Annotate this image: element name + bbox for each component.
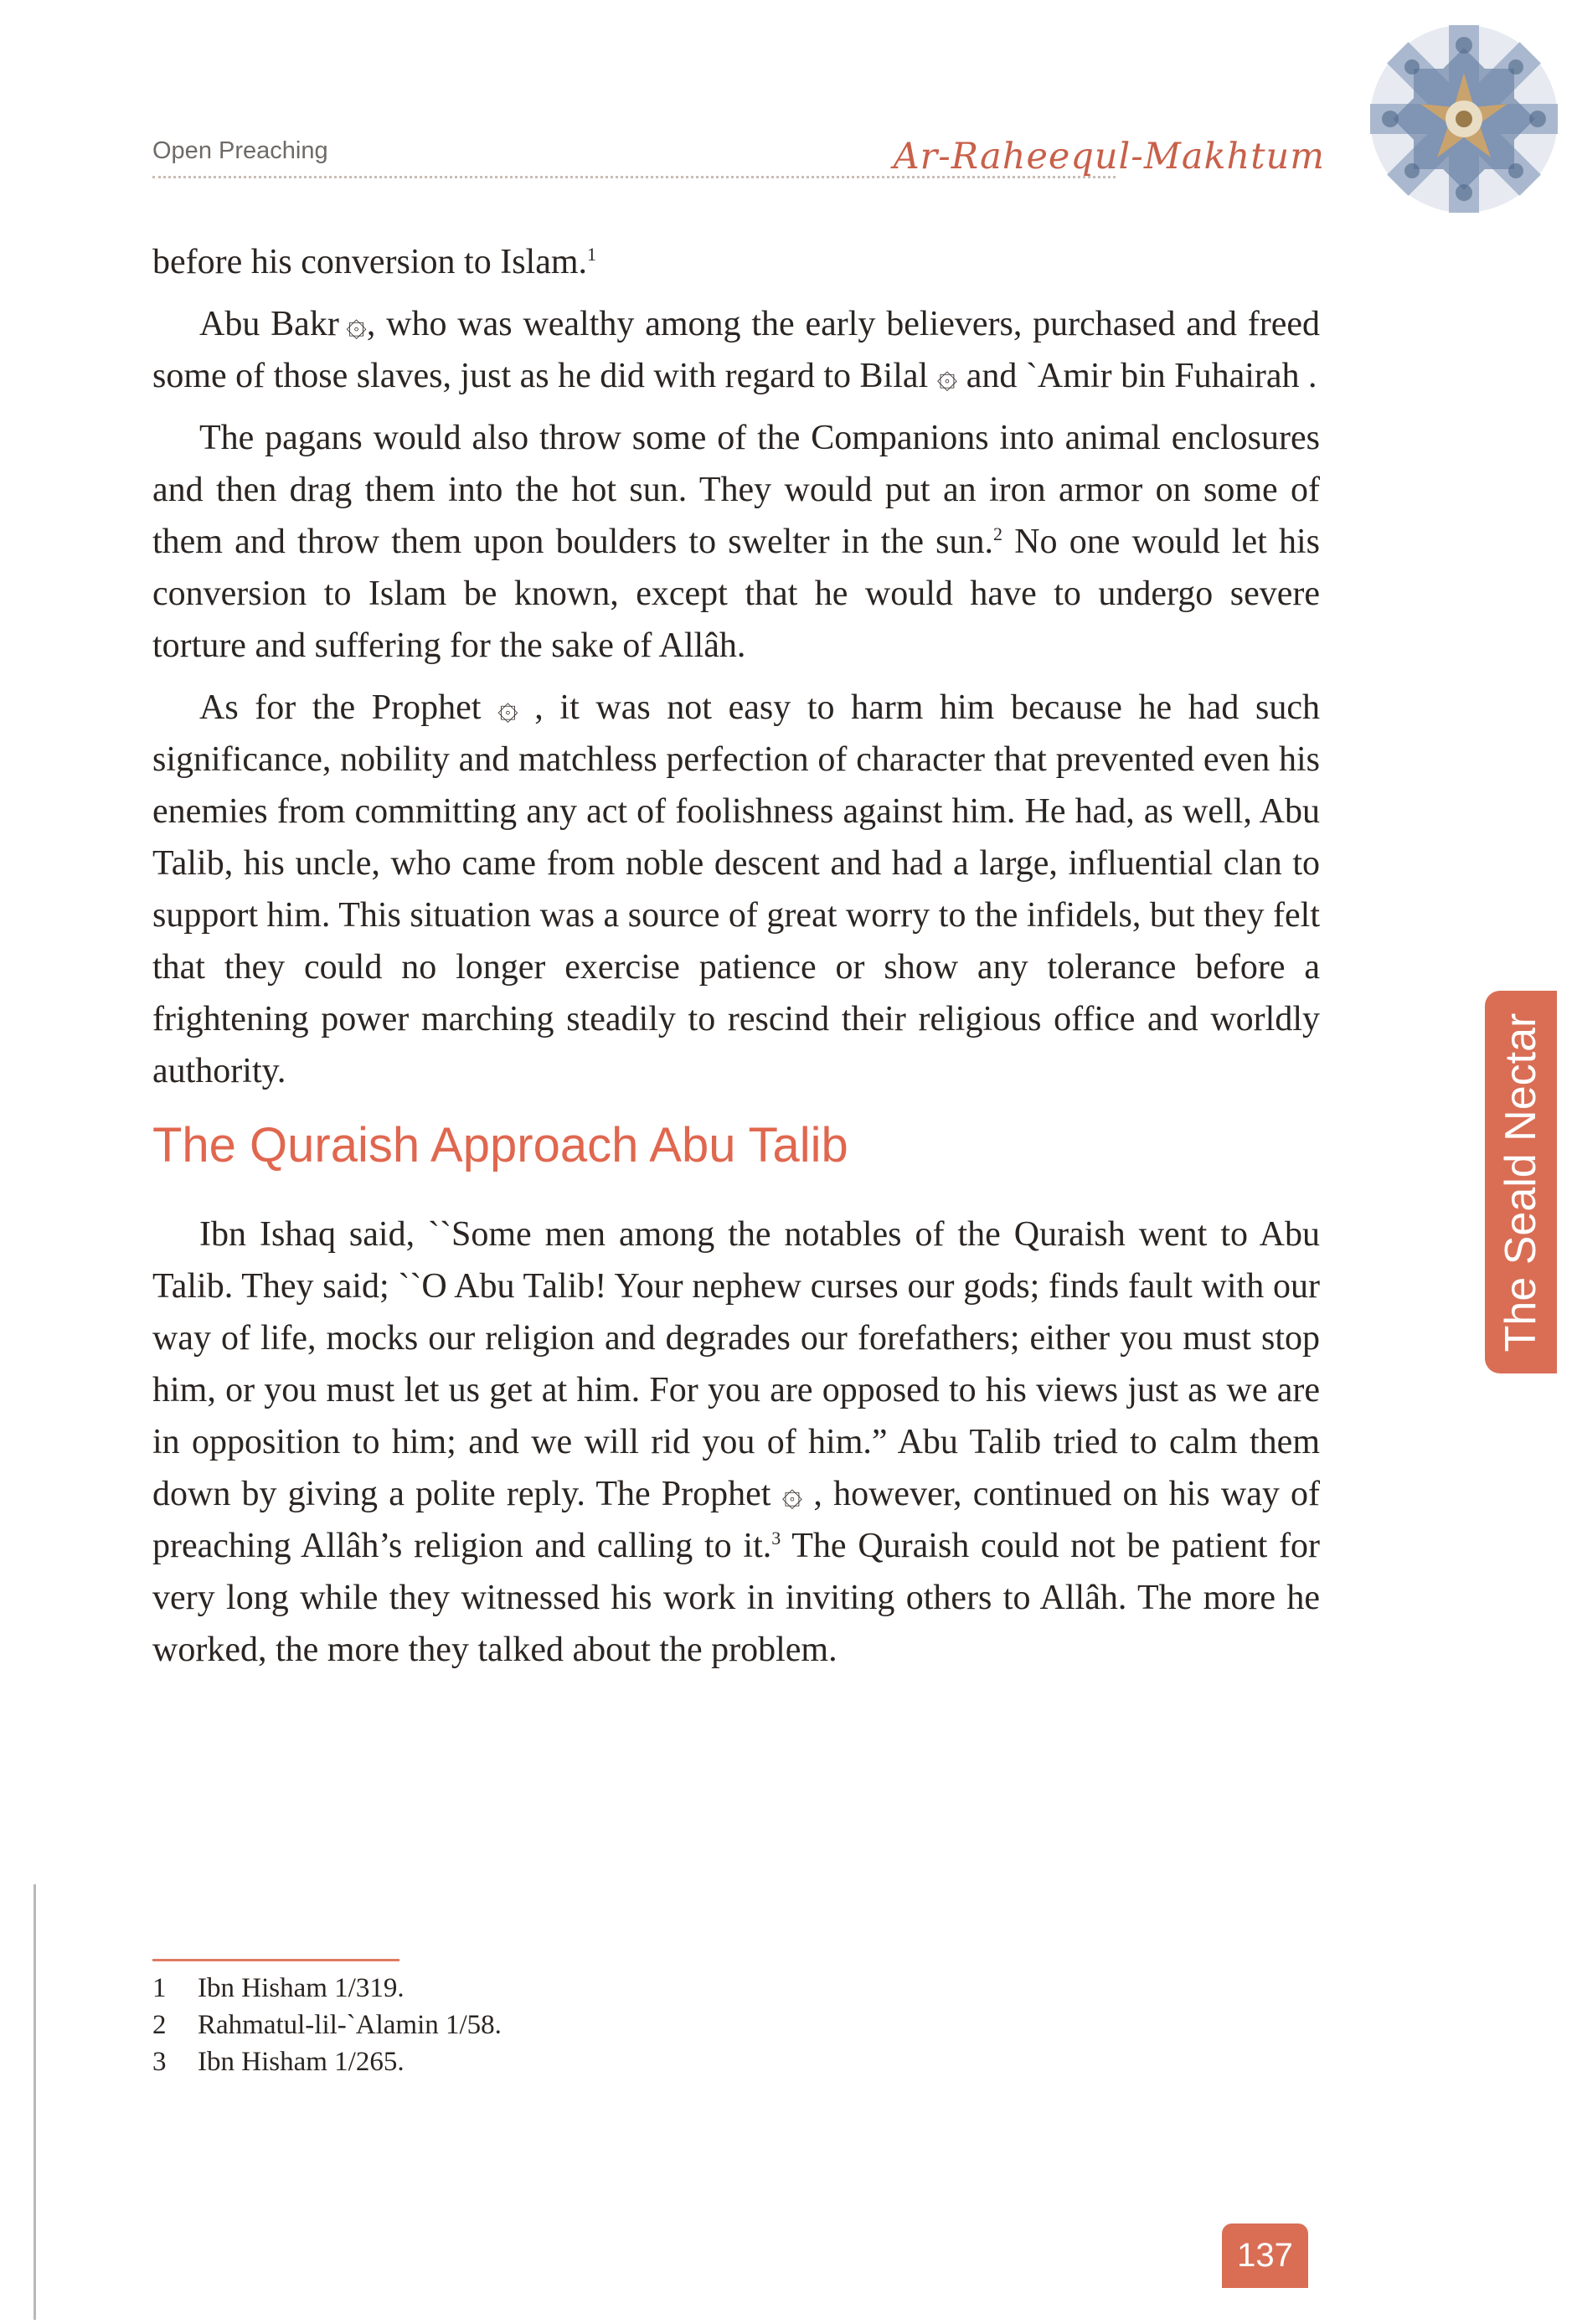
section-heading: The Quraish Approach Abu Talib <box>152 1118 848 1172</box>
footnote-number: 2 <box>152 2010 167 2040</box>
ornament-icon <box>1363 18 1564 219</box>
footnote-ref-1: 1 <box>587 244 597 265</box>
footnote-3 <box>152 2043 906 2080</box>
paragraph-2: Abu Bakr ۞, who was wealthy among the early believers, purchased and freed some of those slaves, just as he did with regard to Bilal ۞ and `Amir bin Fuhairah . <box>152 305 1320 395</box>
footnote-number: 3 <box>152 2047 167 2077</box>
paragraph-5-text-b: The Quraish could not be patient for very long while they witnessed his work in inviting others to Allâh. The more he worked, the more they talked about the problem. <box>152 1527 1320 1669</box>
footnote-1 <box>152 1970 906 2007</box>
section-title: Open Preaching <box>152 137 328 164</box>
paragraph-3-text-b: No one would let his conversion to Islam be known, except that he would have to undergo severe torture and suffering for the sake of Allâh. <box>152 523 1320 665</box>
paragraph-5-text-a: Ibn Ishaq said, ``Some men among the notables of the Quraish went to Abu Talib. They said; ``O Abu Talib! Your nephew curses our gods; finds fault with our way of life, mocks our religion and degrades our forefathers; either you must stop him, or you must let us get at him. For you are opposed to his views just as we are in opposition to him; and we will rid you of him.” Abu Talib tried to calm them down by giving a polite reply. The Prophet ۞ , however, continued on his way of preaching Allâh’s religion and calling to it. <box>152 1215 1320 1565</box>
paragraph-3-text-a: The pagans would also throw some of the Companions into animal enclosures and then drag them into the hot sun. They would put an iron armor on some of them and throw them upon boulders to swelter in the sun. <box>152 419 1320 561</box>
book-title: Ar-Raheequl-Makhtum <box>893 136 1325 178</box>
footnote-divider <box>152 1959 399 1961</box>
footnote-text: Rahmatul-lil-`Alamin 1/58. <box>198 2010 502 2040</box>
footnote-text: Ibn Hisham 1/265. <box>198 2047 405 2077</box>
footnote-text: Ibn Hisham 1/319. <box>198 1973 405 2003</box>
side-tab <box>1485 991 1557 1373</box>
page-content <box>152 236 1320 1676</box>
binding-line <box>33 1884 36 2320</box>
paragraph-5 <box>152 1208 1320 1676</box>
footnotes <box>152 1970 906 2080</box>
footnote-number: 1 <box>152 1973 167 2003</box>
page-header <box>152 132 1325 183</box>
paragraph-1 <box>152 236 1320 288</box>
footnote-ref-2: 2 <box>993 523 1003 544</box>
paragraph-3 <box>152 412 1320 672</box>
footnote-2 <box>152 2007 906 2043</box>
footnote-ref-3: 3 <box>771 1528 781 1548</box>
page-number: 137 <box>1222 2224 1308 2288</box>
side-tab-label: The Seald Nectar <box>1497 1013 1545 1352</box>
paragraph-4: As for the Prophet ۞ , it was not easy to harm him because he had such significance, nobility and matchless perfection of character that prevented even his enemies from committing any act of foolishness against him. He had, as well, Abu Talib, his uncle, who came from noble descent and had a large, influential clan to support him. This situation was a source of great worry to the infidels, but they felt that they could no longer exercise patience or show any tolerance before a frightening power marching steadily to rescind their religious office and worldly authority. <box>152 688 1320 1090</box>
paragraph-1-text: before his conversion to Islam. <box>152 243 588 281</box>
